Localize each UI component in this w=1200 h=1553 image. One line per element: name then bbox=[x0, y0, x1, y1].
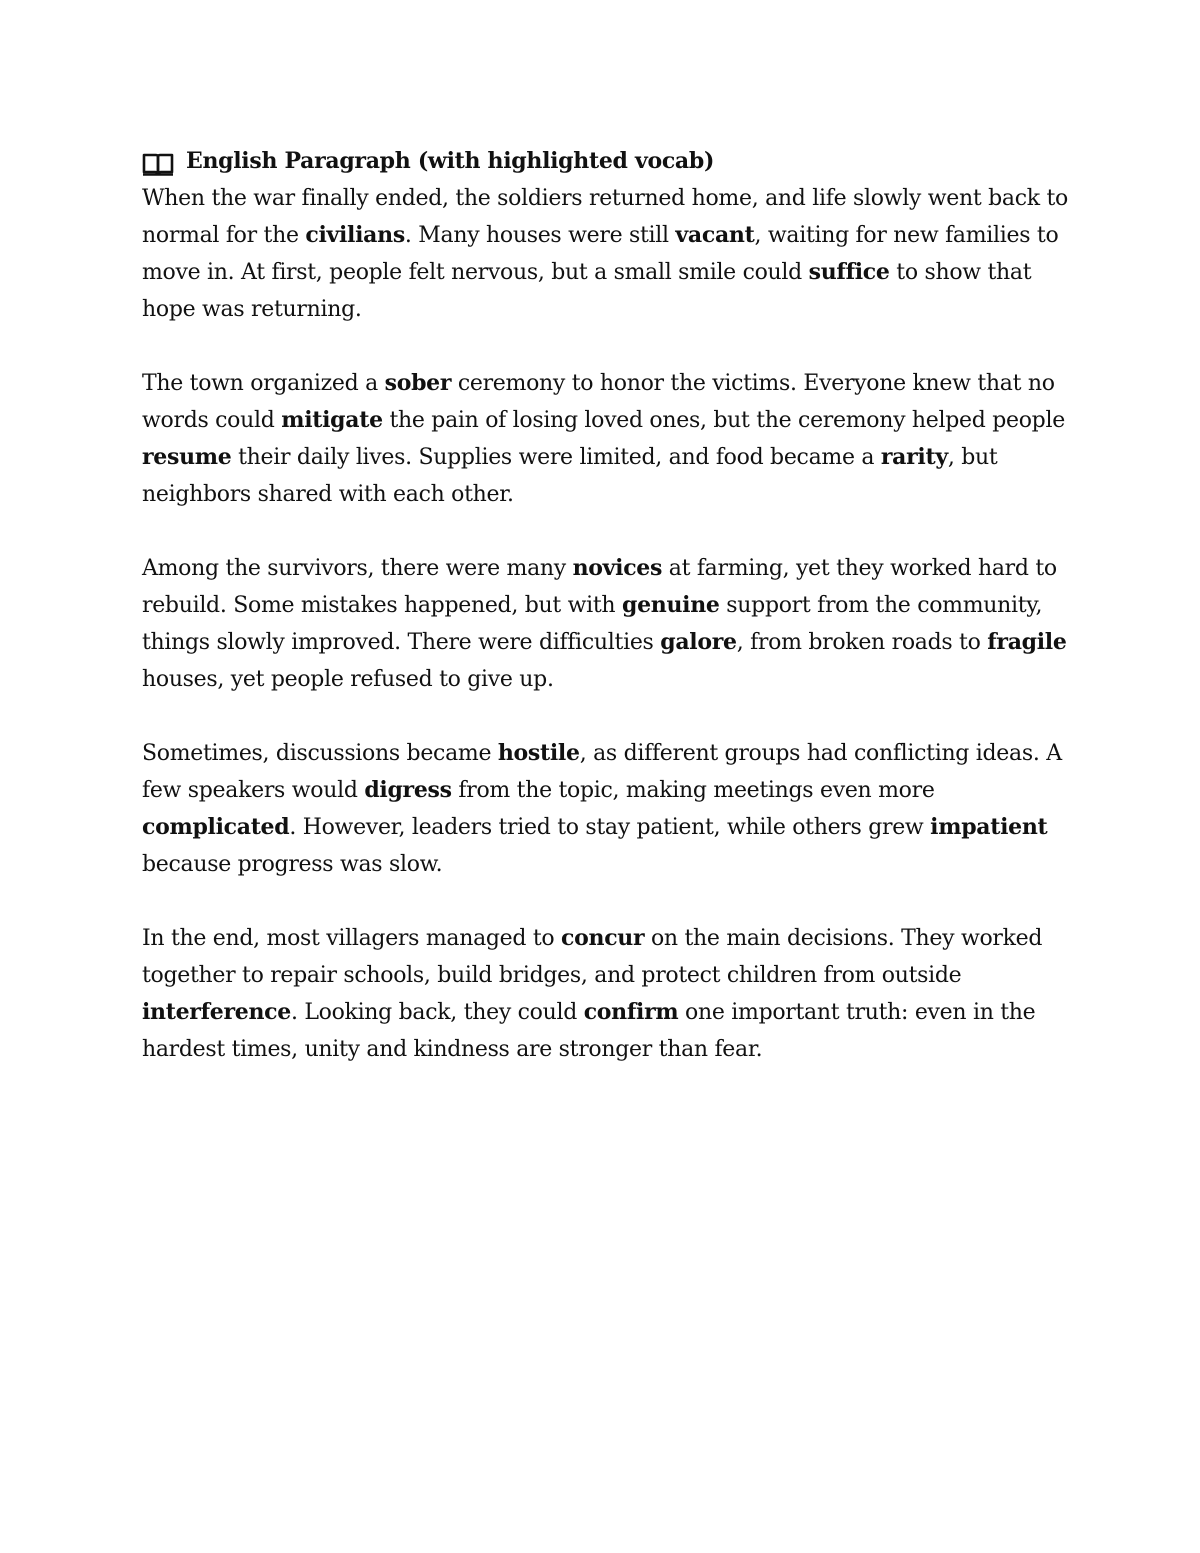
paragraph-text: When the war finally ended, the soldiers returned home, and life slowly went back to normal for the bbox=[142, 186, 1068, 248]
paragraph-text: because progress was slow. bbox=[142, 852, 443, 877]
vocab-word: sober bbox=[384, 370, 452, 396]
vocab-word: impatient bbox=[930, 814, 1048, 840]
vocab-word: concur bbox=[561, 925, 645, 951]
vocab-word: fragile bbox=[987, 629, 1067, 655]
paragraph-text: support from the community, things slowly improved. There were difficulties bbox=[142, 593, 1043, 655]
paragraph-text: Among the survivors, there were many bbox=[142, 556, 573, 581]
paragraph-text: In the end, most villagers managed to bbox=[142, 926, 562, 951]
vocab-word: digress bbox=[364, 777, 452, 803]
vocab-word: suffice bbox=[808, 259, 890, 285]
document-title: English Paragraph (with highlighted vocab) bbox=[186, 148, 715, 174]
paragraph-text: , as different groups had conflicting ideas. A few speakers would bbox=[142, 741, 1062, 803]
paragraph-text: the pain of losing loved ones, but the ceremony helped people bbox=[382, 408, 1065, 433]
document-body bbox=[142, 143, 1072, 1105]
vocab-word: hostile bbox=[497, 740, 580, 766]
paragraph-text: The town organized a bbox=[142, 371, 385, 396]
vocab-word: complicated bbox=[142, 814, 290, 840]
vocab-word: rarity bbox=[880, 444, 948, 470]
paragraph-text: Sometimes, discussions became bbox=[142, 741, 498, 766]
paragraph-text: houses, yet people refused to give up. bbox=[142, 667, 554, 692]
vocab-word: vacant bbox=[675, 222, 755, 248]
paragraph-text: one important truth: even in the hardest times, unity and kindness are stronger than fear. bbox=[142, 1000, 1036, 1062]
book-icon bbox=[142, 151, 174, 175]
vocab-word: resume bbox=[142, 444, 232, 470]
paragraph-text: to show that hope was returning. bbox=[142, 260, 1032, 322]
vocab-word: genuine bbox=[621, 592, 720, 618]
paragraph bbox=[142, 550, 1072, 698]
paragraph-text: . Many houses were still bbox=[404, 223, 676, 248]
paragraph bbox=[142, 920, 1072, 1068]
paragraph bbox=[142, 180, 1072, 328]
vocab-word: novices bbox=[572, 555, 663, 581]
paragraph-text: on the main decisions. They worked together to repair schools, build bridges, and protect children from outside bbox=[142, 926, 1043, 988]
paragraph-text: , from broken roads to bbox=[736, 630, 988, 655]
paragraph-list bbox=[142, 180, 1072, 1068]
vocab-word: galore bbox=[660, 629, 737, 655]
paragraph bbox=[142, 365, 1072, 513]
vocab-word: interference bbox=[142, 999, 291, 1025]
vocab-word: civilians bbox=[305, 222, 405, 248]
paragraph bbox=[142, 735, 1072, 883]
paragraph-text: at farming, yet they worked hard to rebuild. Some mistakes happened, but with bbox=[142, 556, 1057, 618]
paragraph-text: . Looking back, they could bbox=[290, 1000, 584, 1025]
document-heading bbox=[142, 143, 1072, 180]
vocab-word: confirm bbox=[583, 999, 679, 1025]
paragraph-text: ceremony to honor the victims. Everyone knew that no words could bbox=[142, 371, 1055, 433]
paragraph-text: . However, leaders tried to stay patient, while others grew bbox=[289, 815, 931, 840]
paragraph-text: , waiting for new families to move in. At first, people felt nervous, but a small smile could bbox=[142, 223, 1059, 285]
paragraph-text: from the topic, making meetings even more bbox=[451, 778, 935, 803]
paragraph-text: their daily lives. Supplies were limited, and food became a bbox=[231, 445, 881, 470]
vocab-word: mitigate bbox=[281, 407, 383, 433]
paragraph-text: , but neighbors shared with each other. bbox=[142, 445, 998, 507]
